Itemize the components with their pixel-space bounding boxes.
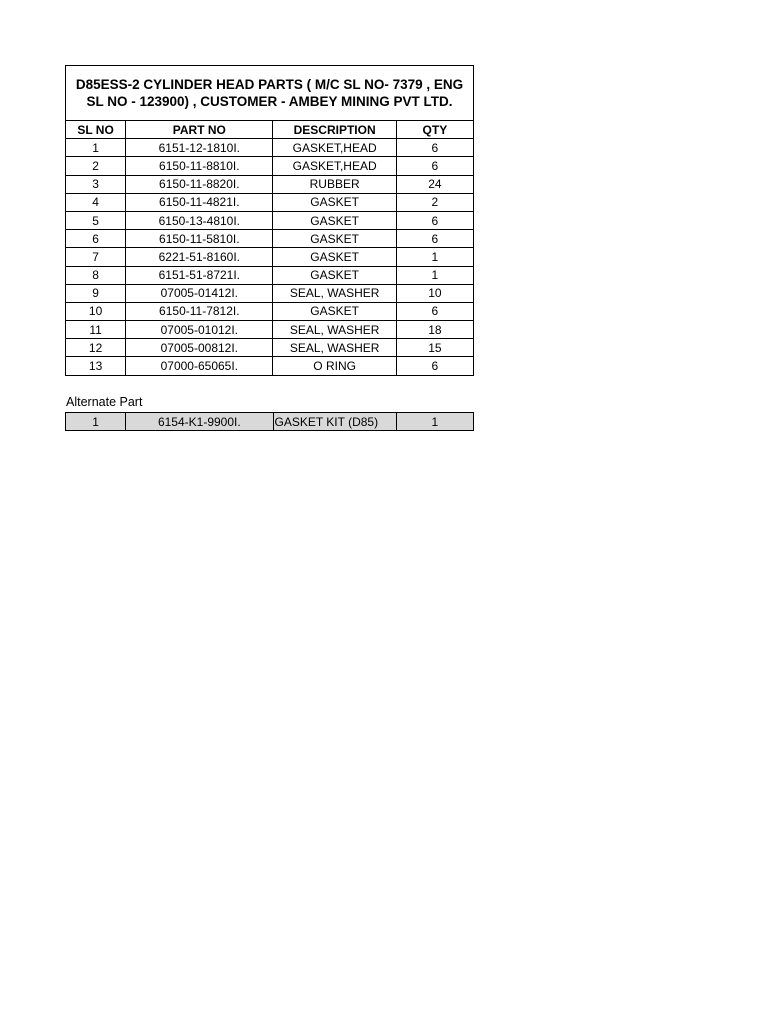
cell-qty[interactable]: 2 [396, 193, 473, 211]
cell-part-no[interactable]: 6150-11-8810I. [126, 157, 273, 175]
cell-qty[interactable]: 1 [396, 266, 473, 284]
cell-description[interactable]: GASKET [273, 193, 396, 211]
alternate-part-label[interactable]: Alternate Part [66, 395, 143, 409]
cell-description[interactable]: GASKET,HEAD [273, 157, 396, 175]
alt-cell-part-no[interactable]: 6154-K1-9900I. [126, 413, 273, 431]
cell-part-no[interactable]: 6150-11-7812I. [126, 302, 273, 320]
column-header-row [66, 121, 474, 139]
cell-part-no[interactable]: 6150-11-4821I. [126, 193, 273, 211]
cell-qty[interactable]: 24 [396, 175, 473, 193]
cell-description[interactable]: SEAL, WASHER [273, 284, 396, 302]
parts-sheet [65, 65, 474, 376]
table-row [66, 284, 474, 302]
cell-part-no[interactable]: 6151-12-1810I. [126, 139, 273, 157]
cell-part-no[interactable]: 07005-00812I. [126, 339, 273, 357]
alternate-part-table [65, 412, 474, 431]
cell-description[interactable]: GASKET [273, 266, 396, 284]
cell-part-no[interactable]: 6151-51-8721I. [126, 266, 273, 284]
cell-part-no[interactable]: 07005-01412I. [126, 284, 273, 302]
cell-sl-no[interactable]: 7 [66, 248, 126, 266]
cell-part-no[interactable]: 07000-65065I. [126, 357, 273, 375]
title-row [66, 66, 474, 121]
table-row [66, 357, 474, 375]
cell-qty[interactable]: 6 [396, 302, 473, 320]
table-row [66, 321, 474, 339]
cell-qty[interactable]: 6 [396, 211, 473, 229]
cell-qty[interactable]: 6 [396, 139, 473, 157]
cell-sl-no[interactable]: 6 [66, 230, 126, 248]
parts-table [65, 65, 474, 376]
table-row [66, 266, 474, 284]
column-header-part-no[interactable]: PART NO [126, 121, 273, 139]
cell-sl-no[interactable]: 10 [66, 302, 126, 320]
table-row [66, 230, 474, 248]
cell-part-no[interactable]: 07005-01012I. [126, 321, 273, 339]
cell-sl-no[interactable]: 9 [66, 284, 126, 302]
column-header-sl-no[interactable]: SL NO [66, 121, 126, 139]
cell-sl-no[interactable]: 5 [66, 211, 126, 229]
cell-part-no[interactable]: 6150-11-5810I. [126, 230, 273, 248]
table-row [66, 248, 474, 266]
alternate-part-row [66, 413, 474, 431]
cell-qty[interactable]: 18 [396, 321, 473, 339]
table-row [66, 175, 474, 193]
cell-qty[interactable]: 6 [396, 357, 473, 375]
cell-description[interactable]: GASKET [273, 211, 396, 229]
cell-sl-no[interactable]: 8 [66, 266, 126, 284]
cell-description[interactable]: GASKET [273, 248, 396, 266]
table-row [66, 339, 474, 357]
cell-qty[interactable]: 1 [396, 248, 473, 266]
cell-sl-no[interactable]: 3 [66, 175, 126, 193]
column-header-qty[interactable]: QTY [396, 121, 473, 139]
cell-sl-no[interactable]: 1 [66, 139, 126, 157]
cell-description[interactable]: SEAL, WASHER [273, 321, 396, 339]
cell-part-no[interactable]: 6221-51-8160I. [126, 248, 273, 266]
cell-description[interactable]: SEAL, WASHER [273, 339, 396, 357]
cell-sl-no[interactable]: 11 [66, 321, 126, 339]
table-row [66, 157, 474, 175]
cell-part-no[interactable]: 6150-11-8820I. [126, 175, 273, 193]
alt-cell-qty[interactable]: 1 [396, 413, 473, 431]
table-row [66, 302, 474, 320]
cell-description[interactable]: GASKET [273, 230, 396, 248]
table-row [66, 193, 474, 211]
cell-qty[interactable]: 15 [396, 339, 473, 357]
table-row [66, 139, 474, 157]
alt-cell-description[interactable]: GASKET KIT (D85) [273, 413, 396, 431]
column-header-description[interactable]: DESCRIPTION [273, 121, 396, 139]
cell-qty[interactable]: 10 [396, 284, 473, 302]
cell-description[interactable]: GASKET,HEAD [273, 139, 396, 157]
cell-sl-no[interactable]: 4 [66, 193, 126, 211]
cell-description[interactable]: RUBBER [273, 175, 396, 193]
table-row [66, 211, 474, 229]
cell-description[interactable]: O RING [273, 357, 396, 375]
alt-cell-sl-no[interactable]: 1 [66, 413, 126, 431]
table-title[interactable]: D85ESS-2 CYLINDER HEAD PARTS ( M/C SL NO- 7379 , ENG SL NO - 123900) , CUSTOMER - AMBEY MINING PVT LTD. [66, 66, 474, 121]
cell-qty[interactable]: 6 [396, 230, 473, 248]
cell-qty[interactable]: 6 [396, 157, 473, 175]
cell-part-no[interactable]: 6150-13-4810I. [126, 211, 273, 229]
cell-sl-no[interactable]: 13 [66, 357, 126, 375]
cell-sl-no[interactable]: 2 [66, 157, 126, 175]
cell-sl-no[interactable]: 12 [66, 339, 126, 357]
cell-description[interactable]: GASKET [273, 302, 396, 320]
